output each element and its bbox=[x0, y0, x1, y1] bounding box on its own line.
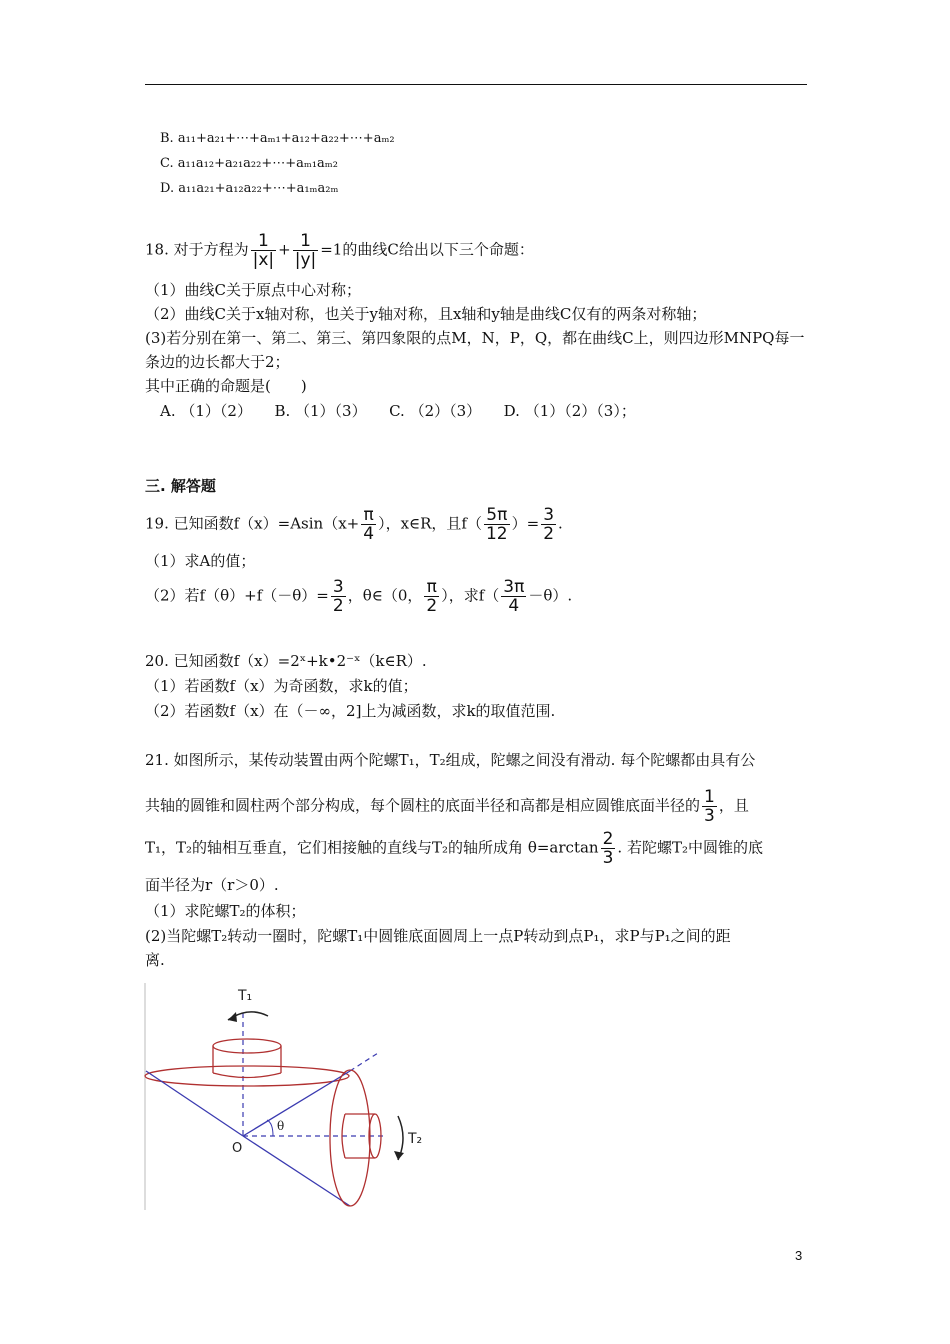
q19-frac3: $\frac{3}{2}$ bbox=[543, 505, 555, 544]
q18-frac2: $\frac{1}{|y|}$ bbox=[294, 231, 317, 270]
option-b: B. a₁₁+a₂₁+⋯+aₘ₁+a₁₂+a₂₂+⋯+aₘ₂ bbox=[160, 131, 395, 146]
q18-choices: A. （1）（2） B. （1）（3） C. （2）（3） D. （1）（2）（3）； bbox=[160, 402, 636, 420]
q19-a: 19. 已知函数f（x）=Asin（x+ bbox=[145, 514, 360, 533]
q18-p3: (3)若分别在第一、第二、第三、第四象限的点M，N，P，Q，都在曲线C上，则四边形MNPQ每一 bbox=[145, 329, 805, 347]
q21-p2b: 离. bbox=[145, 951, 165, 969]
q21-l3b: . 若陀螺T₂中圆锥的底 bbox=[617, 838, 763, 857]
page-number: 3 bbox=[795, 1248, 803, 1263]
label-o: O bbox=[232, 1141, 243, 1156]
t2-cone-edge-lower bbox=[243, 1136, 350, 1206]
q19-frac1: $\frac{\pi}{4}$ bbox=[363, 505, 375, 544]
q21-l1: 21. 如图所示，某传动装置由两个陀螺T₁，T₂组成，陀螺之间没有滑动. 每个陀螺都由具有公 bbox=[145, 751, 756, 769]
header-rule bbox=[145, 84, 807, 85]
q18-stem bbox=[145, 232, 534, 269]
gyroscope-figure bbox=[140, 978, 450, 1213]
q19-p2b: ，θ∈（0， bbox=[347, 586, 423, 605]
q18-ask: 其中正确的命题是( ) bbox=[145, 377, 307, 395]
q19-stem bbox=[145, 506, 563, 543]
q20-p2: （2）若函数f（x）在（－∞，2]上为减函数，求k的取值范围. bbox=[145, 702, 556, 720]
q21-l3 bbox=[145, 830, 763, 867]
q19-c2: . bbox=[558, 514, 563, 533]
q21-l2 bbox=[145, 788, 749, 825]
q19-p2c: ），求f（ bbox=[441, 586, 500, 605]
q19-frac5: $\frac{\pi}{2}$ bbox=[426, 577, 438, 616]
q21-l3a: T₁，T₂的轴相互垂直，它们相接触的直线与T₂的轴所成角 θ=arctan bbox=[145, 838, 599, 857]
q21-frac1: $\frac{1}{3}$ bbox=[704, 787, 715, 826]
q19-p1: （1）求A的值； bbox=[145, 552, 256, 570]
q19-p2 bbox=[145, 578, 572, 615]
q21-l4: 面半径为r（r＞0）. bbox=[145, 876, 279, 894]
q18-suffix: =1的曲线C给出以下三个命题： bbox=[320, 240, 534, 259]
q21-l2a: 共轴的圆锥和圆柱两个部分构成，每个圆柱的底面半径和高都是相应圆锥底面半径的 bbox=[145, 796, 701, 815]
label-t1: T₁ bbox=[238, 988, 253, 1004]
t1-cone-base bbox=[145, 1066, 349, 1086]
t2-cone-base bbox=[330, 1070, 370, 1206]
label-theta: θ bbox=[277, 1119, 285, 1133]
q19-frac2: $\frac{5\pi}{12}$ bbox=[485, 505, 508, 544]
q18-p2: （2）曲线C关于x轴对称，也关于y轴对称，且x轴和y轴是曲线C仅有的两条对称轴； bbox=[145, 305, 707, 323]
q18-p3b: 条边的边长都大于2； bbox=[145, 353, 290, 371]
q21-l2b: ，且 bbox=[718, 796, 749, 815]
q19-p2d: －θ）. bbox=[528, 586, 573, 605]
q19-frac6: $\frac{3\pi}{4}$ bbox=[503, 577, 525, 616]
option-c: C. a₁₁a₁₂+a₂₁a₂₂+⋯+aₘ₁aₘ₂ bbox=[160, 156, 338, 171]
q19-p2a: （2）若f（θ）+f（－θ）= bbox=[145, 586, 329, 605]
q19-b: ），x∈R，且f（ bbox=[378, 514, 482, 533]
section-title: 三. 解答题 bbox=[145, 477, 216, 495]
t1-cone-edge-left bbox=[146, 1071, 243, 1136]
q21-p1: （1）求陀螺T₂的体积； bbox=[145, 902, 306, 920]
q18-plus: + bbox=[278, 240, 291, 259]
q19-frac4: $\frac{3}{2}$ bbox=[332, 577, 344, 616]
t2-arrow-head bbox=[394, 1151, 404, 1160]
q20-p1: （1）若函数f（x）为奇函数，求k的值； bbox=[145, 677, 418, 695]
q18-frac1: $\frac{1}{|x|}$ bbox=[252, 231, 275, 270]
q21-frac2: $\frac{2}{3}$ bbox=[602, 829, 614, 868]
q21-p2: (2)当陀螺T₂转动一圈时，陀螺T₁中圆锥底面圆周上一点P转动到点P₁，求P与P₁之间的距 bbox=[145, 927, 731, 945]
q18-p1: （1）曲线C关于原点中心对称； bbox=[145, 281, 362, 299]
t1-arrow-head bbox=[228, 1012, 237, 1022]
gyroscope-diagram bbox=[140, 978, 450, 1213]
q18-prefix: 18. 对于方程为 bbox=[145, 240, 249, 259]
contact-line-ext bbox=[350, 1053, 378, 1071]
theta-arc bbox=[267, 1120, 273, 1136]
option-d: D. a₁₁a₂₁+a₁₂a₂₂+⋯+a₁ₘa₂ₘ bbox=[160, 181, 339, 196]
t1-cylinder-top bbox=[213, 1039, 281, 1053]
label-t2: T₂ bbox=[408, 1131, 423, 1147]
contact-line bbox=[243, 1071, 350, 1136]
q20-stem: 20. 已知函数f（x）=2ˣ+k•2⁻ˣ（k∈R）. bbox=[145, 652, 427, 670]
t1-cylinder-bottom bbox=[213, 1073, 281, 1078]
q19-c: ）= bbox=[511, 514, 540, 533]
